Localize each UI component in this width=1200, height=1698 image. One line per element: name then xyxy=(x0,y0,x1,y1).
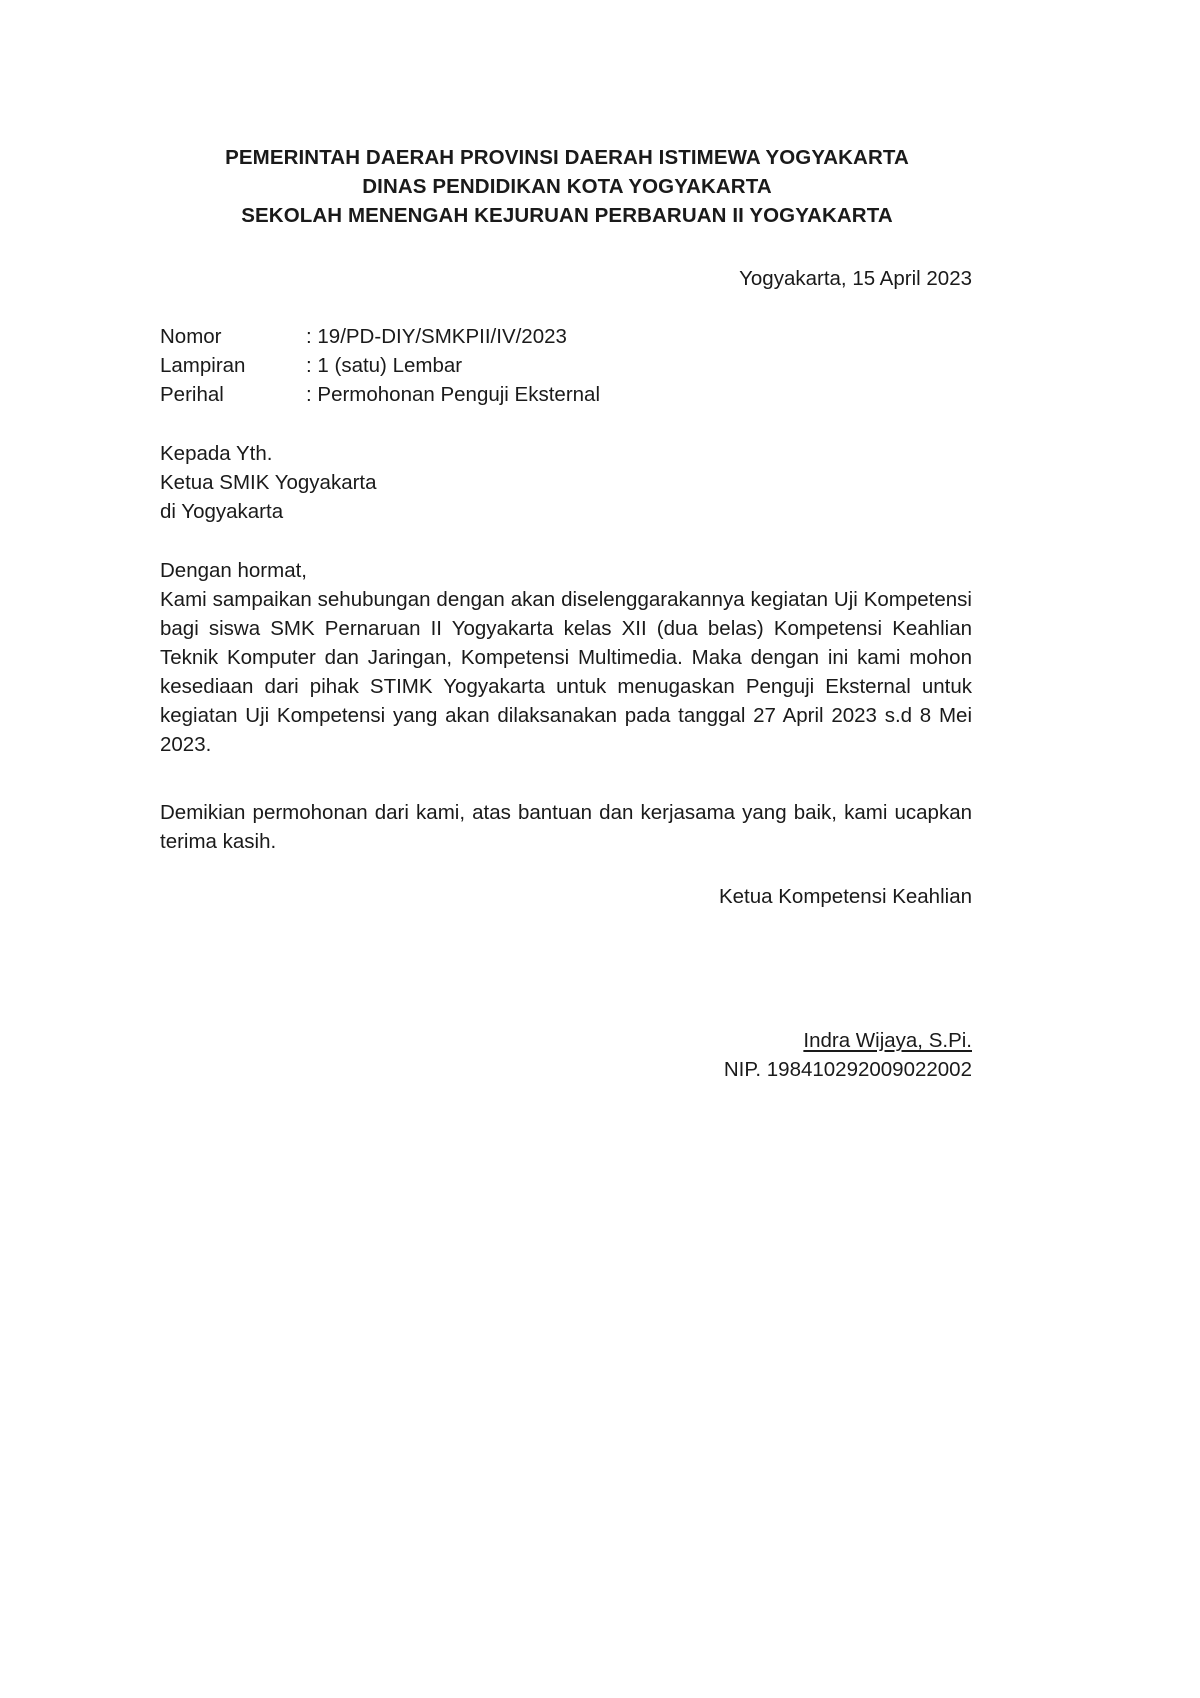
signatory-name: Indra Wijaya, S.Pi. xyxy=(803,1029,972,1052)
meta-row-lampiran xyxy=(160,351,600,380)
greeting: Dengan hormat, xyxy=(160,559,308,582)
recipient-block xyxy=(160,439,377,526)
signatory-title: Ketua Kompetensi Keahlian xyxy=(718,885,972,908)
meta-label: Perihal xyxy=(160,383,224,406)
meta-value: : Permohonan Penguji Eksternal xyxy=(306,383,601,406)
recipient-location: di Yogyakarta xyxy=(160,500,284,523)
meta-label: Nomor xyxy=(160,325,222,348)
body-paragraph: Kami sampaikan sehubungan dengan akan diselenggarakannya kegiatan Uji Kompetensi bagi siswa SMK Pernaruan II Yogyakarta kelas XII (dua belas) Kompetensi Keahlian Teknik Komputer dan Jaringan, Kompetensi Multimedia. Maka dengan ini kami mohon kesediaan dari pihak STIMK Yogyakarta untuk menugaskan Penguji Eksternal untuk kegiatan Uji Kompetensi yang akan dilaksanakan pada tanggal 27 April 2023 s.d 8 Mei 2023. xyxy=(160,588,972,756)
letterhead-line-department: DINAS PENDIDIKAN KOTA YOGYAKARTA xyxy=(362,175,772,198)
letterhead-line-school: SEKOLAH MENENGAH KEJURUAN PERBARUAN II YOGYAKARTA xyxy=(241,204,893,227)
letter-date: Yogyakarta, 15 April 2023 xyxy=(739,267,972,290)
signatory-nip: NIP. 198410292009022002 xyxy=(723,1058,972,1081)
meta-value: : 1 (satu) Lembar xyxy=(306,354,463,377)
meta-label: Lampiran xyxy=(160,354,246,377)
recipient-name: Ketua SMIK Yogyakarta xyxy=(160,471,377,494)
meta-value: : 19/PD-DIY/SMKPII/IV/2023 xyxy=(306,325,567,348)
meta-row-nomor xyxy=(160,322,600,351)
letterhead-line-government: PEMERINTAH DAERAH PROVINSI DAERAH ISTIMEWA YOGYAKARTA xyxy=(225,146,909,169)
letter-meta xyxy=(160,322,600,409)
closing-paragraph: Demikian permohonan dari kami, atas bantuan dan kerjasama yang baik, kami ucapkan terima kasih. xyxy=(160,801,972,853)
letterhead xyxy=(0,143,1134,230)
recipient-salutation: Kepada Yth. xyxy=(160,442,273,465)
signature-block xyxy=(719,882,972,1084)
letter-body xyxy=(160,556,972,759)
meta-row-perihal xyxy=(160,380,600,409)
